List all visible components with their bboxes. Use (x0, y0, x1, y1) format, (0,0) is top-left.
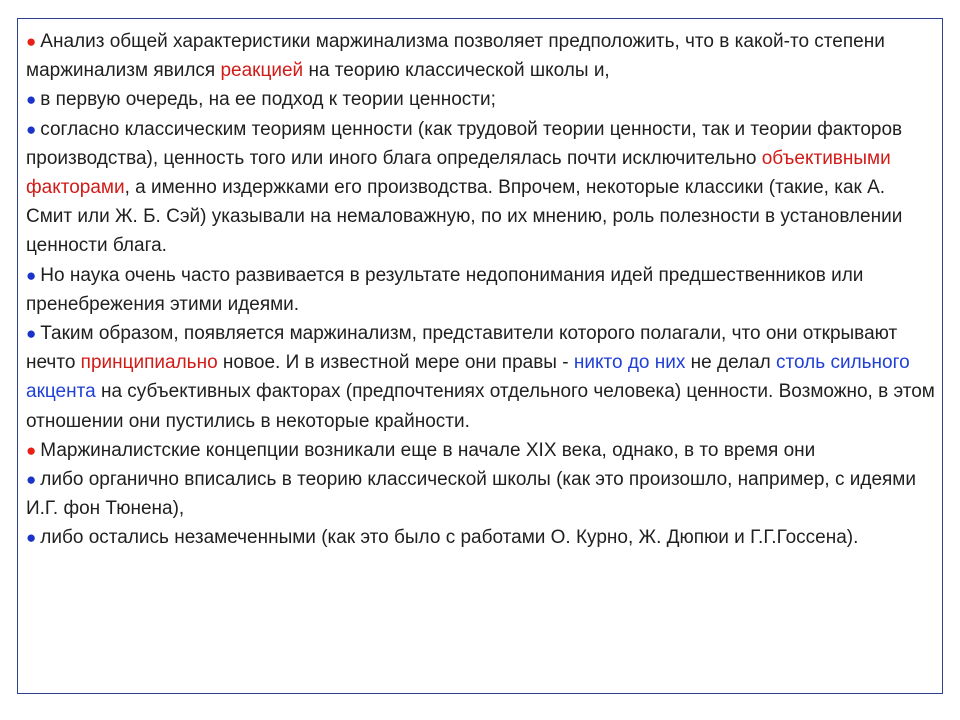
highlight-red: принципиально (80, 352, 218, 374)
text-run: не делал (685, 352, 777, 374)
text-run: на теорию классической школы и, (303, 60, 610, 82)
bullet-icon: ● (26, 324, 37, 344)
text-run: Маржиналистские концепции возникали еще в начале XIX века, однако, в то время они (40, 439, 816, 461)
bullet-icon: ● (26, 90, 37, 110)
text-run: на субъективных факторах (предпочтениях отдельного человека) ценности. Возможно, в этом отношении они пустились в некоторые крайности. (26, 381, 935, 432)
highlight-blue: никто до них (573, 352, 686, 374)
paragraph-3 (26, 115, 936, 261)
text-run: согласно классическим теориям ценности (как трудовой теории ценности, так и теории факторов производства), ценность того или иного блага определялась почти исключительно (26, 118, 903, 169)
paragraph-6 (26, 436, 936, 465)
paragraph-7 (26, 465, 936, 523)
text-run: Анализ общей характеристики маржинализма позволяет предположить, что в какой-то степени маржинализм явился (26, 31, 885, 82)
text-run: Таким образом, появляется маржинализм, представители которого полагали, что они открывают нечто (26, 323, 898, 374)
text-run: в первую очередь, на ее подход к теории ценности; (40, 89, 496, 111)
paragraph-5 (26, 319, 936, 436)
paragraph-2 (26, 85, 936, 114)
highlight-blue: столь сильного акцента (26, 352, 910, 403)
paragraph-4 (26, 261, 936, 319)
bullet-icon: ● (26, 265, 37, 285)
bullet-icon: ● (26, 32, 37, 51)
bullet-icon: ● (26, 528, 37, 548)
slide-text-body (26, 27, 936, 553)
bullet-icon: ● (26, 470, 37, 490)
bullet-icon: ● (26, 119, 37, 139)
highlight-red: объективными факторами (26, 147, 891, 199)
text-run: либо органично вписались в теорию классической школы (как это произошло, например, с идеями И.Г. фон Тюнена), (26, 469, 916, 520)
highlight-red: реакцией (220, 60, 304, 82)
paragraph-8 (26, 523, 936, 552)
text-run: Но наука очень часто развивается в результате недопонимания идей предшественников или пренебрежения этими идеями. (26, 264, 864, 315)
text-run: либо остались незамеченными (как это было с работами О. Курно, Ж. Дюпюи и Г.Г.Госсена). (40, 527, 859, 549)
text-run: , а именно издержками его производства. Впрочем, некоторые классики (такие, как А. Смит или Ж. Б. Сэй) указывали на немаловажную, по их мнению, роль полезности в установлении ценности блага. (26, 177, 903, 257)
slide-frame (17, 18, 943, 694)
text-run: новое. И в известной мере они правы - (217, 352, 574, 374)
bullet-icon: ● (26, 440, 37, 460)
paragraph-1 (26, 27, 936, 85)
